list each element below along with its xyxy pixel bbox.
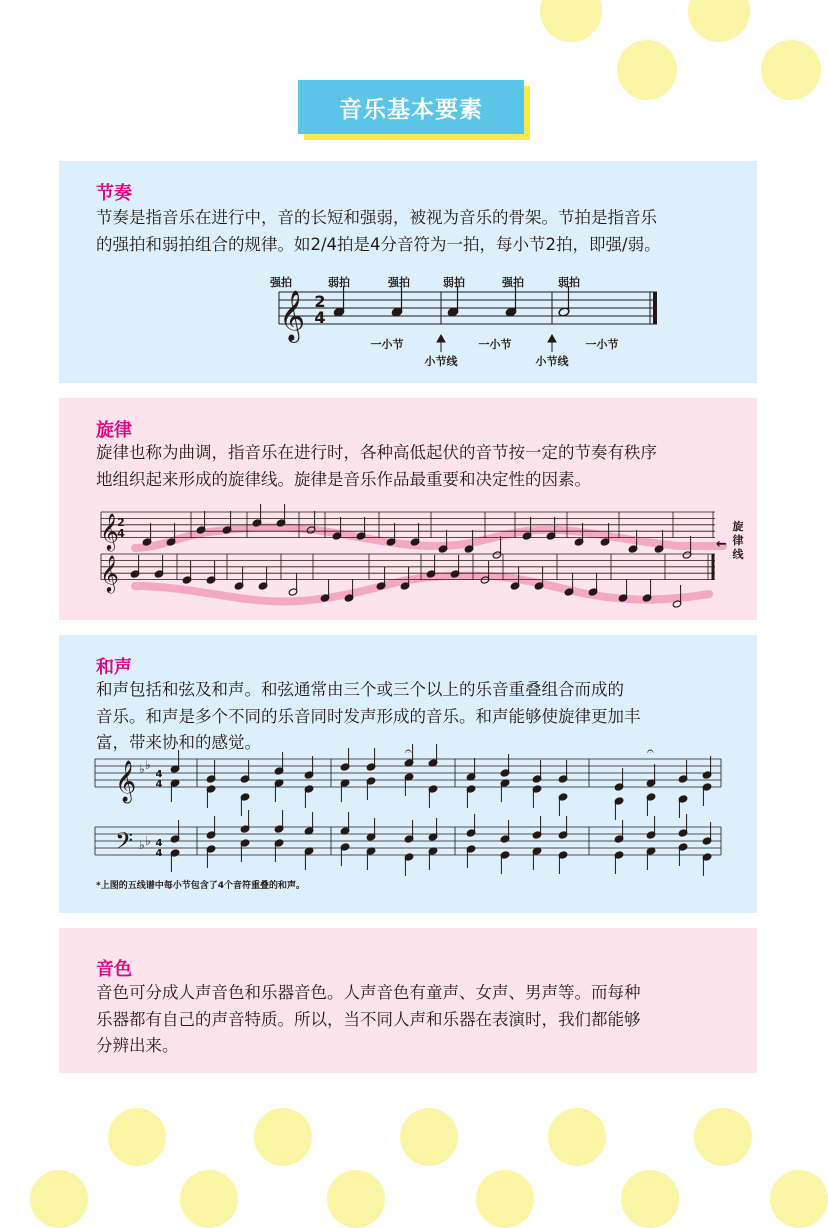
half-note bbox=[558, 286, 570, 317]
polka-dot bbox=[761, 40, 821, 100]
harmony-score-diagram bbox=[95, 744, 735, 875]
treble-clef-icon: 𝄞 bbox=[100, 512, 119, 550]
beat-label: 强拍 bbox=[270, 276, 292, 289]
harmony-section bbox=[59, 635, 757, 913]
fermata-icon: 𝄐 bbox=[647, 744, 654, 758]
melody-heading: 旋律 bbox=[96, 420, 132, 441]
title-box bbox=[298, 80, 524, 134]
polka-dot bbox=[694, 1108, 752, 1166]
harmony-text-line: 富，带来协和的感觉。 bbox=[96, 733, 261, 752]
beat-label: 弱拍 bbox=[443, 276, 465, 289]
timbre-section bbox=[59, 928, 757, 1073]
rhythm-text bbox=[96, 205, 736, 258]
beat-label: 强拍 bbox=[388, 276, 410, 289]
rhythm-staff-diagram bbox=[209, 266, 679, 376]
melody-section bbox=[59, 398, 757, 620]
harmony-text bbox=[96, 677, 736, 757]
harmony-heading: 和声 bbox=[96, 657, 132, 678]
timbre-text-line: 分辨出来。 bbox=[96, 1036, 179, 1055]
polka-dot bbox=[688, 0, 750, 42]
bass-clef-icon: 𝄢 bbox=[115, 827, 134, 860]
polka-dot bbox=[180, 1170, 238, 1228]
measure-label: 一小节 bbox=[370, 338, 404, 351]
harmony-footnote: *上图的五线谱中每小节包含了4个音符重叠的和声。 bbox=[96, 881, 305, 891]
time-signature-top: 2 bbox=[314, 292, 326, 311]
polka-dot bbox=[617, 40, 677, 100]
time-signature-top: 4 bbox=[155, 769, 163, 780]
beat-label: 强拍 bbox=[502, 276, 524, 289]
time-signature-bottom: 4 bbox=[155, 848, 163, 859]
harmony-text-line: 和声包括和弦及和声。和弦通常由三个或三个以上的乐音重叠组合而成的 bbox=[96, 680, 624, 699]
page-title-banner bbox=[298, 80, 524, 134]
melody-text-line: 旋律也称为曲调，指音乐在进行时，各种高低起伏的音节按一定的节奏有秩序 bbox=[96, 443, 657, 462]
timbre-text-line: 音色可分成人声音色和乐器音色。人声音色有童声、女声、男声等。而每种 bbox=[96, 983, 641, 1002]
treble-clef-icon: 𝄞 bbox=[100, 554, 119, 592]
polka-dot bbox=[30, 1170, 88, 1228]
melody-line-label: 律 bbox=[732, 534, 744, 547]
staff-lines bbox=[279, 292, 657, 324]
polka-dot bbox=[621, 1170, 679, 1228]
polka-dot bbox=[254, 1108, 312, 1166]
time-signature-top: 4 bbox=[155, 838, 163, 849]
rhythm-text-line: 节奏是指音乐在进行中，音的长短和强弱，被视为音乐的骨架。节拍是指音乐 bbox=[96, 208, 657, 227]
flat-icon: ♭ bbox=[139, 762, 145, 776]
barline-label: 小节线 bbox=[424, 355, 458, 368]
polka-dot bbox=[548, 1108, 606, 1166]
barline-label: 小节线 bbox=[535, 355, 569, 368]
harmony-text-line: 音乐。和声是多个不同的乐音同时发声形成的音乐。和声能够使旋律更加丰 bbox=[96, 706, 641, 726]
beat-label: 弱拍 bbox=[328, 276, 350, 289]
melody-line-label: 旋 bbox=[732, 520, 744, 533]
timbre-heading: 音色 bbox=[96, 959, 132, 980]
treble-clef-icon: 𝄞 bbox=[279, 290, 306, 341]
page-title: 音乐基本要素 bbox=[339, 96, 483, 123]
quarter-notes bbox=[333, 286, 517, 317]
melody-staff-diagram bbox=[99, 506, 749, 616]
beat-label: 弱拍 bbox=[558, 276, 580, 289]
timbre-text bbox=[96, 980, 736, 1060]
rhythm-section bbox=[59, 161, 757, 383]
polka-dot bbox=[108, 1108, 166, 1166]
fermata-icon: 𝄐 bbox=[405, 744, 412, 758]
rhythm-text-line: 的强拍和弱拍组合的规律。如2/4拍是4分音符为一拍，每小节2拍，即强/弱。 bbox=[96, 234, 661, 254]
polka-dot bbox=[327, 1170, 385, 1228]
timbre-text-line: 乐器都有自己的声音特质。所以，当不同人声和乐器在表演时，我们都能够 bbox=[96, 1009, 641, 1029]
time-signature-top: 2 bbox=[117, 516, 125, 529]
rhythm-heading: 节奏 bbox=[96, 183, 132, 204]
time-signature-bottom: 4 bbox=[117, 527, 125, 540]
treble-clef-icon: 𝄞 bbox=[115, 761, 137, 802]
polka-dot bbox=[770, 1170, 828, 1228]
melody-text-line: 地组织起来形成的旋律线。旋律是音乐作品最重要和决定性的因素。 bbox=[96, 469, 591, 489]
polka-dot bbox=[476, 1170, 534, 1228]
melody-line-arrow: ← bbox=[716, 537, 727, 552]
flat-icon: ♭ bbox=[139, 838, 145, 852]
polka-dot bbox=[540, 0, 602, 42]
time-signature-bottom: 4 bbox=[155, 779, 163, 790]
measure-label: 一小节 bbox=[478, 338, 512, 351]
measure-label: 一小节 bbox=[585, 338, 619, 351]
flat-icon: ♭ bbox=[145, 758, 151, 772]
melody-text bbox=[96, 440, 736, 493]
polka-dot bbox=[400, 1108, 458, 1166]
melody-line-label: 线 bbox=[732, 548, 744, 561]
flat-icon: ♭ bbox=[145, 834, 151, 848]
time-signature-bottom: 4 bbox=[314, 308, 326, 327]
